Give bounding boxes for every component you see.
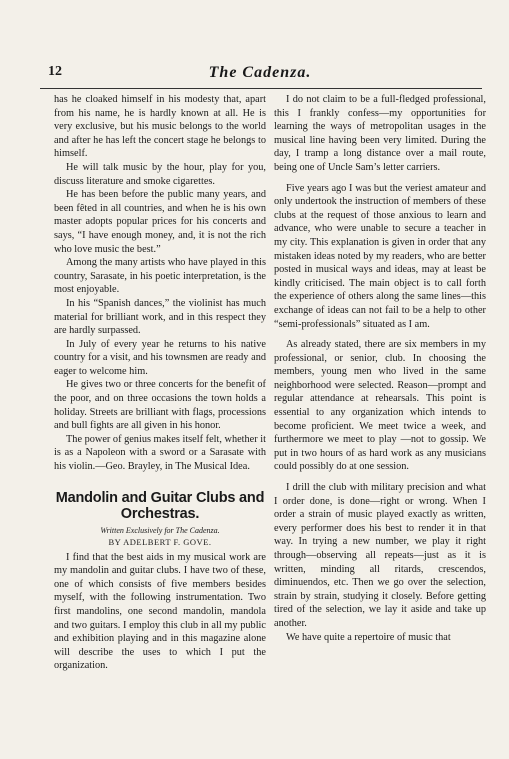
paragraph: We have quite a repertoire of music that: [286, 631, 451, 643]
article-title-line: Orchestras.: [120, 505, 200, 522]
article-title-line: Mandolin and Guitar Clubs and: [55, 489, 265, 506]
article-credit: Written Exclusively for The Cadenza.: [100, 525, 220, 535]
paragraph: I do not claim to be a full-fledged professional, this I frankly confess—my opportunities for learning the ways of metropolitan usages in the musical line having been very limited. During the day, I tramp a long distance over a mail route, being one of Uncle Sam’s letter carriers.: [274, 94, 486, 173]
paragraph: has he cloaked himself in his modesty that, apart from his name, he is hardly known at all. He is very exclusive, but his music belongs to the world and after he has left the concert stage he belongs to himself.: [54, 94, 266, 160]
paragraph: In his “Spanish dances,” the violinist has much material for brilliant work, and in this respect they are hardly surpassed.: [54, 297, 266, 337]
paragraph: I drill the club with military precision and what I order done, is done—right or wrong. When I order a strain of music played exactly as written, every performer does his best to render it in that way. In trying a new number, we play it right through—observing all repeats—just as it is written, minding all ritards, crescendos, diminuendos, etc. Then we go over the selection, strain by strain, studying it closely. Before getting tired of the selection, we lay it aside and take up another.: [274, 482, 486, 629]
paragraph: Among the many artists who have played in this country, Sarasate, in his poetic interpretation, is the most enjoyable.: [54, 257, 266, 296]
paragraph: Five years ago I was but the veriest amateur and only undertook the instruction of members of these clubs at the request of those anxious to learn and advance, who were unable to secure a teacher in my city. This explanation is given in order that any mistaken ideas noted by my readers, who are better posted in musical ways and ideas, may at least be kindly criticised. The main object is to call forth the experience of others along the same lines—this exchange of ideas can not fail to be a help to other “semi-professionals” situated as I am.: [274, 182, 486, 330]
magazine-title: The Cadenza.: [208, 64, 312, 81]
article-author: BY ADELBERT F. GOVE.: [108, 536, 212, 547]
paragraph: The power of genius makes itself felt, whether it is as a Napoleon with a sword or a Sarasate with his violin.—Geo. Brayley, in The Musical Idea.: [54, 433, 266, 473]
paragraph: He has been before the public many years, and been fêted in all countries, and when he is his own master adopts popular prices for his concerts and says, “I have enough money, and, it is not the rich who love music the best.”: [54, 189, 266, 255]
paragraph: He will talk music by the hour, play for you, discuss literature and smoke cigarettes.: [54, 161, 266, 187]
page-header: [40, 64, 480, 86]
page-number: 12: [48, 64, 62, 79]
article-title: [54, 490, 266, 522]
paragraph: As already stated, there are six members in my professional, or senior, club. In choosing the members, young men who lived in the same neighborhood were selected. Reason—prompt and regular attendance at rehearsals. This point is essential to any organization which intends to become proficient. We meet twice a week, and furthermore we meet to play —not to gossip. We put in two hours of as hard work as any musicians could possibly do at one session.: [274, 339, 486, 473]
header-rule: [40, 88, 482, 89]
paragraph: I find that the best aids in my musical work are my mandolin and guitar clubs. I have two of these, one of which consists of five members besides myself, with the following instrumentation. Two first mandolins, one second mandolin, mandola and two guitars. I employ this club in all my public and exhibition playing and in this magazine alone will describe the uses to which I put the organization.: [54, 551, 266, 672]
right-column: [274, 93, 486, 644]
left-column: [54, 93, 266, 673]
paragraph: He gives two or three concerts for the benefit of the poor, and on three occasions the town holds a holiday. Streets are brilliant with flags, processions and bull fights are all given in his honor.: [54, 379, 266, 432]
paragraph: In July of every year he returns to his native country for a visit, and his townsmen are ready and eager to welcome him.: [54, 338, 266, 377]
